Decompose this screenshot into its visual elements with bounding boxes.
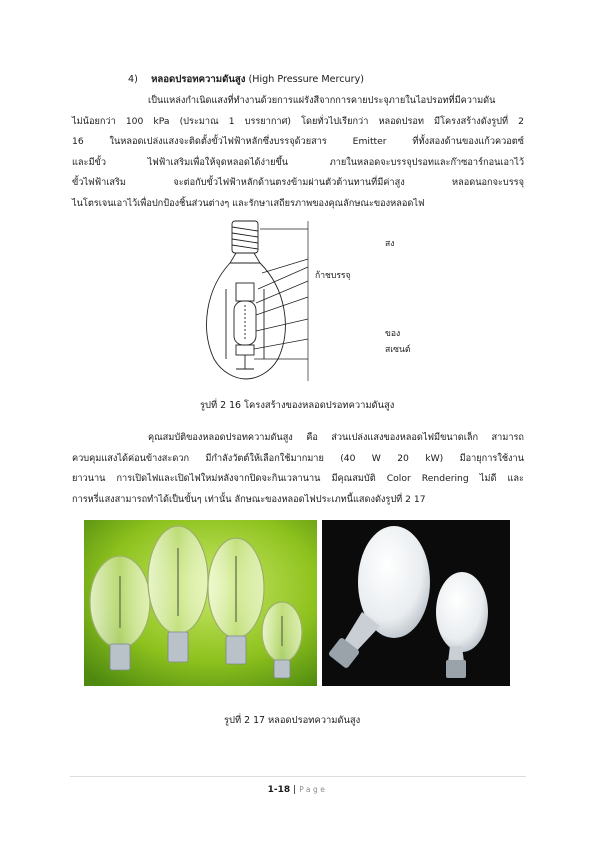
figure-caption: รูปที่ 2 16 โครงสร้างของหลอดปรอทความดันสูง	[200, 400, 395, 411]
base-neck	[230, 253, 260, 263]
footer-separator: |	[293, 785, 297, 795]
small-bulb-base	[446, 660, 466, 678]
section-number: 4)	[128, 74, 138, 85]
callout-leader-lines	[254, 229, 308, 359]
clear-bulb-3-base	[226, 636, 246, 664]
page-footer	[0, 785, 595, 795]
outer-glass-bulb	[207, 263, 286, 379]
page-word: Page	[299, 785, 328, 794]
paragraph-line: ควบคุมแสงได้ค่อนข้างสะดวก มีกำลังวัตต์ให้เลือกใช้มากมาย (40 W 20 kW) มีอายุการใช้งาน	[72, 452, 524, 464]
upper-connector	[236, 283, 254, 301]
paragraph-line: ขั้วไฟฟ้าเสริม จะต่อกับขั้วไฟฟ้าหลักด้านตรงข้ามผ่านตัวต้านทานที่มีค่าสูง หลอดนอกจะบรรจุ	[72, 177, 524, 188]
section-title-thai: หลอดปรอทความดันสูง	[151, 74, 246, 85]
bottom-lead	[236, 355, 254, 369]
lower-connector	[236, 345, 254, 355]
paragraph-line: 16 ในหลอดเปล่งแสงจะติดตั้งขั้วไฟฟ้าหลักซึ่งบรรจุด้วยสาร Emitter ที่ทั้งสองด้านของแก้วควอตซ์	[72, 136, 524, 147]
small-bulb-neck	[448, 646, 464, 662]
paragraph-line: ยาวนาน การเปิดไฟและเปิดไฟใหม่หลังจากปิดจะกินเวลานาน มีคุณสมบัติ Color Rendering ไม่ดี และ	[72, 473, 524, 484]
paragraph-structure	[72, 91, 524, 214]
paragraph-properties	[72, 428, 524, 510]
screw-thread-lines	[232, 227, 258, 249]
paragraph-line: คุณสมบัติของหลอดปรอทความดันสูง คือ ส่วนเปล่งแสงของหลอดไฟมีขนาดเล็ก สามารถ	[148, 432, 524, 443]
paragraph-line: ไนโตรเจนเอาไว้เพื่อปกป้องชิ้นส่วนต่างๆ และรักษาเสถียรภาพของคุณลักษณะของหลอดไฟ	[72, 197, 425, 209]
clear-bulb-1-base	[110, 644, 130, 670]
diagram-label: สง	[385, 239, 395, 249]
coated-lamps-photo	[322, 520, 510, 686]
paragraph-line: และมีขั้ว ไฟฟ้าเสริมเพื่อให้จุดหลอดได้ง่ายขึ้น ภายในหลอดจะบรรจุปรอทและก๊าซอาร์กอนเอาไว้	[72, 156, 524, 168]
clear-lamps-photo	[84, 520, 317, 686]
figure-caption: รูปที่ 2 17 หลอดปรอทความดันสูง	[224, 715, 361, 726]
footer-divider	[70, 776, 526, 777]
section-title-english: (High Pressure Mercury)	[248, 74, 364, 85]
clear-bulb-2-base	[168, 632, 188, 662]
diagram-label: ของ	[385, 329, 401, 339]
paragraph-line: ไม่น้อยกว่า 100 kPa (ประมาณ 1 บรรยากาศ) โดยทั่วไปเรียกว่า หลอดปรอท มีโครงสร้างดังรูปที่ 2	[72, 115, 524, 127]
paragraph-line: เป็นแหล่งกำเนิดแสงที่ทำงานด้วยการแผ่รังสีจากการคายประจุภายในไอปรอทที่มีความดัน	[148, 95, 496, 106]
diagram-label: ก้าชบรรจุ	[315, 271, 351, 281]
section-heading	[128, 72, 364, 87]
diagram-label: สเซนต์	[385, 345, 411, 355]
small-coated-bulb	[436, 572, 488, 652]
paragraph-line: การหรี่แสงสามารถทำได้เป็นขั้นๆ เท่านั้น ลักษณะของหลอดไฟประเภทนี้แสดงดังรูปที่ 2 17	[72, 493, 426, 505]
clear-bulb-4-base	[274, 660, 290, 678]
page-number: 1-18	[267, 785, 291, 795]
